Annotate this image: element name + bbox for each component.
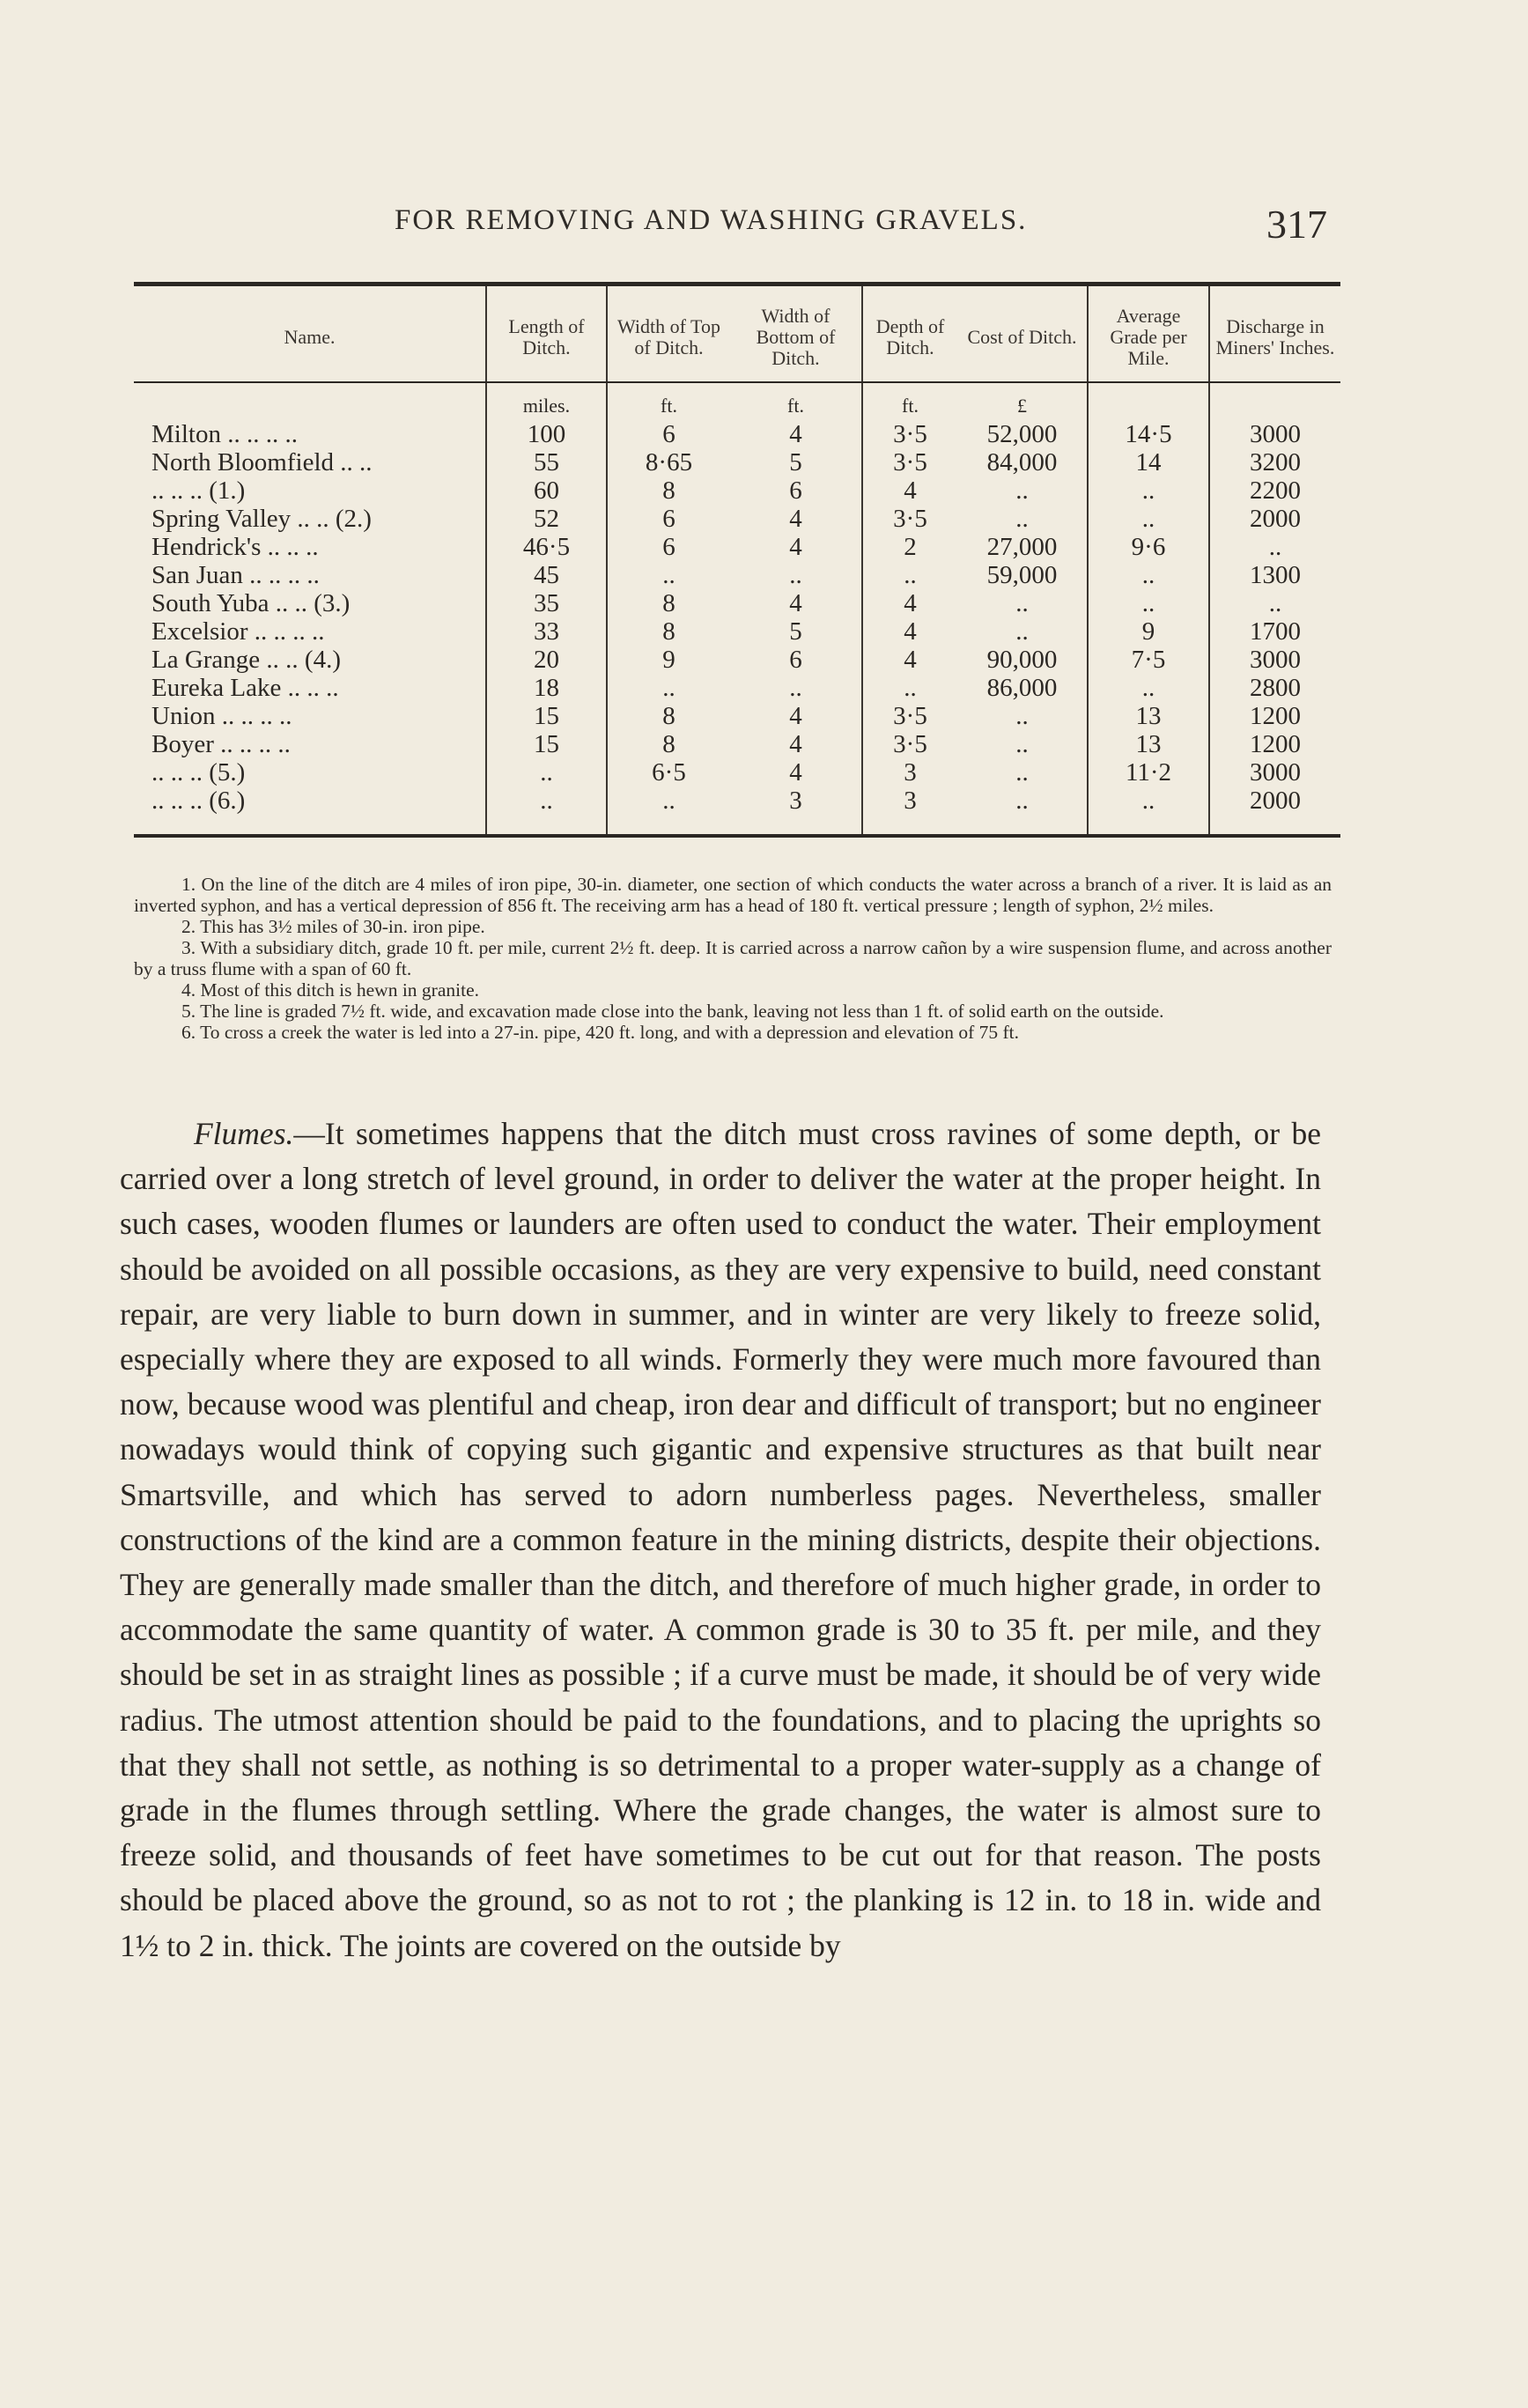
- table-row: [134, 730, 1340, 758]
- cell-width-top: 8: [662, 617, 675, 646]
- paragraph-text: —It sometimes happens that the ditch must cross ravines of some depth, or be carried over a long stretch of level ground, in order to deliver the water at the proper height. In such cases, wooden flumes or launders are often used to conduct the water. Their employment should be avoided on all possible occasions, as they are very expensive to build, need constant repair, are very liable to burn down in summer, and in winter are very likely to freeze solid, especially where they are exposed to all winds. Formerly they were much more favoured than now, because wood was plentiful and cheap, iron dear and difficult of transport; but no engineer nowadays would think of copying such gigantic and expensive structures as that built near Smartsville, and which has served to adorn numberless pages. Nevertheless, smaller constructions of the kind are a common feature in the mining districts, despite their objections. They are generally made smaller than the ditch, and therefore of much higher grade, in order to accommodate the same quantity of water. A common grade is 30 to 35 ft. per mile, and they should be set in as straight lines as possible ; if a curve must be made, it should be of very wide radius. The utmost attention should be paid to the foundations, and to placing the uprights so that they shall not settle, as nothing is so detrimental to a proper water-supply as a change of grade in the flumes through settling. Where the grade changes, the water is almost sure to freeze solid, and thousands of feet have sometimes to be cut out for that reason. The posts should be placed above the ground, so as not to rot ; the planking is 12 in. to 18 in. wide and 1½ to 2 in. thick. The joints are covered on the outside by: [120, 1116, 1321, 1963]
- cell-depth: 2: [904, 533, 917, 561]
- cell-discharge: 3000: [1250, 646, 1301, 674]
- cell-width-bottom: 3: [730, 787, 862, 834]
- footnote: 3. With a subsidiary ditch, grade 10 ft. per mile, current 2½ ft. deep. It is carried across a narrow cañon by a wire suspension flume, and across another by a truss flume with a span of 60 ft.: [134, 937, 1332, 979]
- units-name: [134, 382, 486, 420]
- cell-length: 60: [486, 476, 607, 505]
- table-row: [134, 758, 1340, 787]
- cell-discharge: 2000: [1250, 787, 1301, 815]
- table-row: [134, 420, 1340, 448]
- table-row: [134, 448, 1340, 476]
- units-width-bottom: ft.: [730, 382, 862, 420]
- cell-length: 46·5: [486, 533, 607, 561]
- cell-depth: 3·5: [893, 702, 927, 730]
- cell-width-top: ..: [662, 561, 675, 589]
- units-length: miles.: [486, 382, 607, 420]
- cell-width-top: 9: [662, 646, 675, 674]
- header-name: Name.: [134, 286, 486, 382]
- cell-depth: 3: [904, 758, 917, 787]
- cell-cost: 86,000: [957, 674, 1088, 702]
- cell-cost: 59,000: [957, 561, 1088, 589]
- footnotes: [134, 874, 1332, 1043]
- table-header-row: [134, 286, 1340, 382]
- table-row: [134, 617, 1340, 646]
- cell-name: San Juan .. .. .. ..: [134, 561, 486, 589]
- cell-grade: 11·2: [1088, 758, 1209, 787]
- cell-discharge: 1300: [1250, 561, 1301, 589]
- cell-cost: ..: [957, 589, 1088, 617]
- table-bottom-rule: [134, 834, 1340, 838]
- cell-length: 15: [486, 730, 607, 758]
- table-row: [134, 589, 1340, 617]
- header-width-top: Width of Top of Ditch.: [607, 286, 730, 382]
- cell-cost: 90,000: [957, 646, 1088, 674]
- table-row: [134, 561, 1340, 589]
- units-depth: ft.: [902, 395, 919, 417]
- cell-depth: 4: [904, 646, 917, 674]
- cell-width-top: ..: [662, 787, 675, 815]
- cell-width-bottom: 4: [730, 589, 862, 617]
- cell-length: ..: [486, 787, 607, 834]
- cell-grade: ..: [1088, 589, 1209, 617]
- cell-name: .. .. .. (6.): [134, 787, 486, 834]
- cell-width-bottom: 4: [730, 533, 862, 561]
- ditch-table: [134, 282, 1340, 838]
- cell-cost: ..: [957, 787, 1088, 834]
- cell-name: Boyer .. .. .. ..: [134, 730, 486, 758]
- cell-name: Union .. .. .. ..: [134, 702, 486, 730]
- cell-name: La Grange .. .. (4.): [134, 646, 486, 674]
- cell-grade: 14: [1088, 448, 1209, 476]
- cell-width-top: 6: [662, 533, 675, 561]
- cell-width-bottom: 4: [730, 702, 862, 730]
- cell-width-top: 8: [662, 476, 675, 505]
- cell-length: 45: [486, 561, 607, 589]
- cell-depth: 4: [904, 589, 917, 617]
- page-number: 317: [1266, 202, 1327, 247]
- cell-name: North Bloomfield .. ..: [134, 448, 486, 476]
- cell-cost: ..: [957, 758, 1088, 787]
- cell-depth: ..: [904, 674, 917, 702]
- footnote: 4. Most of this ditch is hewn in granite.: [181, 979, 479, 1001]
- cell-cost: 84,000: [957, 448, 1088, 476]
- cell-length: ..: [486, 758, 607, 787]
- cell-name: Eureka Lake .. .. ..: [134, 674, 486, 702]
- cell-name: Excelsior .. .. .. ..: [134, 617, 486, 646]
- cell-discharge: ..: [1268, 589, 1282, 617]
- units-discharge: [1209, 382, 1340, 420]
- flumes-paragraph: [120, 1112, 1321, 1969]
- cell-depth: 4: [904, 617, 917, 646]
- table-row: [134, 702, 1340, 730]
- cell-name: .. .. .. (1.): [134, 476, 486, 505]
- cell-length: 100: [486, 420, 607, 448]
- cell-width-top: 6·5: [652, 758, 686, 787]
- cell-cost: ..: [957, 617, 1088, 646]
- cell-width-bottom: ..: [730, 561, 862, 589]
- cell-name: Hendrick's .. .. ..: [134, 533, 486, 561]
- cell-depth: 3·5: [893, 448, 927, 476]
- footnote: 2. This has 3½ miles of 30-in. iron pipe.: [181, 916, 485, 937]
- cell-width-top: 8: [662, 730, 675, 758]
- cell-discharge: 2800: [1250, 674, 1301, 702]
- cell-grade: ..: [1088, 674, 1209, 702]
- units-width-top: ft.: [661, 395, 677, 417]
- cell-grade: 9·6: [1088, 533, 1209, 561]
- cell-depth: 3·5: [893, 505, 927, 533]
- header-discharge: Discharge in Miners' Inches.: [1209, 286, 1340, 382]
- cell-width-bottom: 4: [730, 420, 862, 448]
- cell-grade: ..: [1088, 476, 1209, 505]
- cell-width-bottom: 6: [730, 476, 862, 505]
- cell-discharge: ..: [1268, 533, 1282, 561]
- cell-width-top: 8: [662, 589, 675, 617]
- table-row: [134, 674, 1340, 702]
- cell-name: Spring Valley .. .. (2.): [134, 505, 486, 533]
- cell-width-bottom: ..: [730, 674, 862, 702]
- cell-discharge: 1200: [1250, 730, 1301, 758]
- cell-grade: 7·5: [1088, 646, 1209, 674]
- cell-discharge: 3200: [1250, 448, 1301, 476]
- header-grade: Average Grade per Mile.: [1088, 286, 1209, 382]
- cell-width-top: 8: [662, 702, 675, 730]
- cell-discharge: 2000: [1250, 505, 1301, 533]
- cell-length: 52: [486, 505, 607, 533]
- header-width-bottom: Width of Bottom of Ditch.: [730, 286, 862, 382]
- cell-cost: ..: [957, 730, 1088, 758]
- header-length: Length of Ditch.: [486, 286, 607, 382]
- cell-name: South Yuba .. .. (3.): [134, 589, 486, 617]
- cell-depth: ..: [904, 561, 917, 589]
- cell-cost: 27,000: [957, 533, 1088, 561]
- footnote: 1. On the line of the ditch are 4 miles of iron pipe, 30-in. diameter, one section of which conducts the water across a branch of a river. It is laid as an inverted syphon, and has a vertical depression of 856 ft. The receiving arm has a head of 180 ft. vertical pressure ; length of syphon, 2½ miles.: [134, 874, 1332, 916]
- cell-depth: 3: [904, 787, 917, 815]
- cell-grade: 14·5: [1088, 420, 1209, 448]
- table-row: [134, 505, 1340, 533]
- units-row: [134, 382, 1340, 420]
- cell-depth: 4: [904, 476, 917, 505]
- cell-grade: 13: [1088, 702, 1209, 730]
- header-depth: Depth of Ditch.: [862, 286, 957, 382]
- footnote: 6. To cross a creek the water is led into a 27-in. pipe, 420 ft. long, and with a depression and elevation of 75 ft.: [181, 1022, 1020, 1043]
- cell-width-bottom: 5: [730, 448, 862, 476]
- ditch-data-table: [134, 286, 1340, 834]
- cell-width-top: ..: [662, 674, 675, 702]
- paragraph-lead: Flumes.: [194, 1116, 294, 1151]
- table-row: [134, 646, 1340, 674]
- cell-width-top: 8·65: [645, 448, 693, 476]
- cell-length: 33: [486, 617, 607, 646]
- cell-grade: ..: [1088, 505, 1209, 533]
- units-grade: [1088, 382, 1209, 420]
- cell-cost: ..: [957, 476, 1088, 505]
- cell-length: 15: [486, 702, 607, 730]
- cell-length: 20: [486, 646, 607, 674]
- table-row: [134, 476, 1340, 505]
- cell-cost: ..: [957, 702, 1088, 730]
- cell-width-bottom: 6: [730, 646, 862, 674]
- cell-width-bottom: 4: [730, 758, 862, 787]
- cell-discharge: 3000: [1250, 758, 1301, 787]
- cell-grade: 9: [1088, 617, 1209, 646]
- cell-width-bottom: 4: [730, 505, 862, 533]
- table-row: [134, 787, 1340, 834]
- cell-name: .. .. .. (5.): [134, 758, 486, 787]
- cell-length: 55: [486, 448, 607, 476]
- cell-width-bottom: 5: [730, 617, 862, 646]
- cell-grade: ..: [1088, 787, 1209, 834]
- table-row: [134, 533, 1340, 561]
- footnote: 5. The line is graded 7½ ft. wide, and excavation made close into the bank, leaving not less than 1 ft. of solid earth on the outside.: [181, 1001, 1164, 1022]
- cell-width-bottom: 4: [730, 730, 862, 758]
- cell-discharge: 1700: [1250, 617, 1301, 646]
- cell-width-top: 6: [662, 505, 675, 533]
- cell-grade: ..: [1088, 561, 1209, 589]
- cell-length: 18: [486, 674, 607, 702]
- cell-depth: 3·5: [893, 730, 927, 758]
- cell-depth: 3·5: [893, 420, 927, 448]
- cell-cost: ..: [957, 505, 1088, 533]
- units-cost: £: [957, 382, 1088, 420]
- header-cost: Cost of Ditch.: [957, 286, 1088, 382]
- cell-cost: 52,000: [957, 420, 1088, 448]
- cell-discharge: 2200: [1250, 476, 1301, 505]
- cell-name: Milton .. .. .. ..: [134, 420, 486, 448]
- cell-discharge: 1200: [1250, 702, 1301, 730]
- cell-length: 35: [486, 589, 607, 617]
- running-head: FOR REMOVING AND WASHING GRAVELS.: [395, 204, 1028, 236]
- cell-width-top: 6: [662, 420, 675, 448]
- cell-discharge: 3000: [1250, 420, 1301, 448]
- cell-grade: 13: [1088, 730, 1209, 758]
